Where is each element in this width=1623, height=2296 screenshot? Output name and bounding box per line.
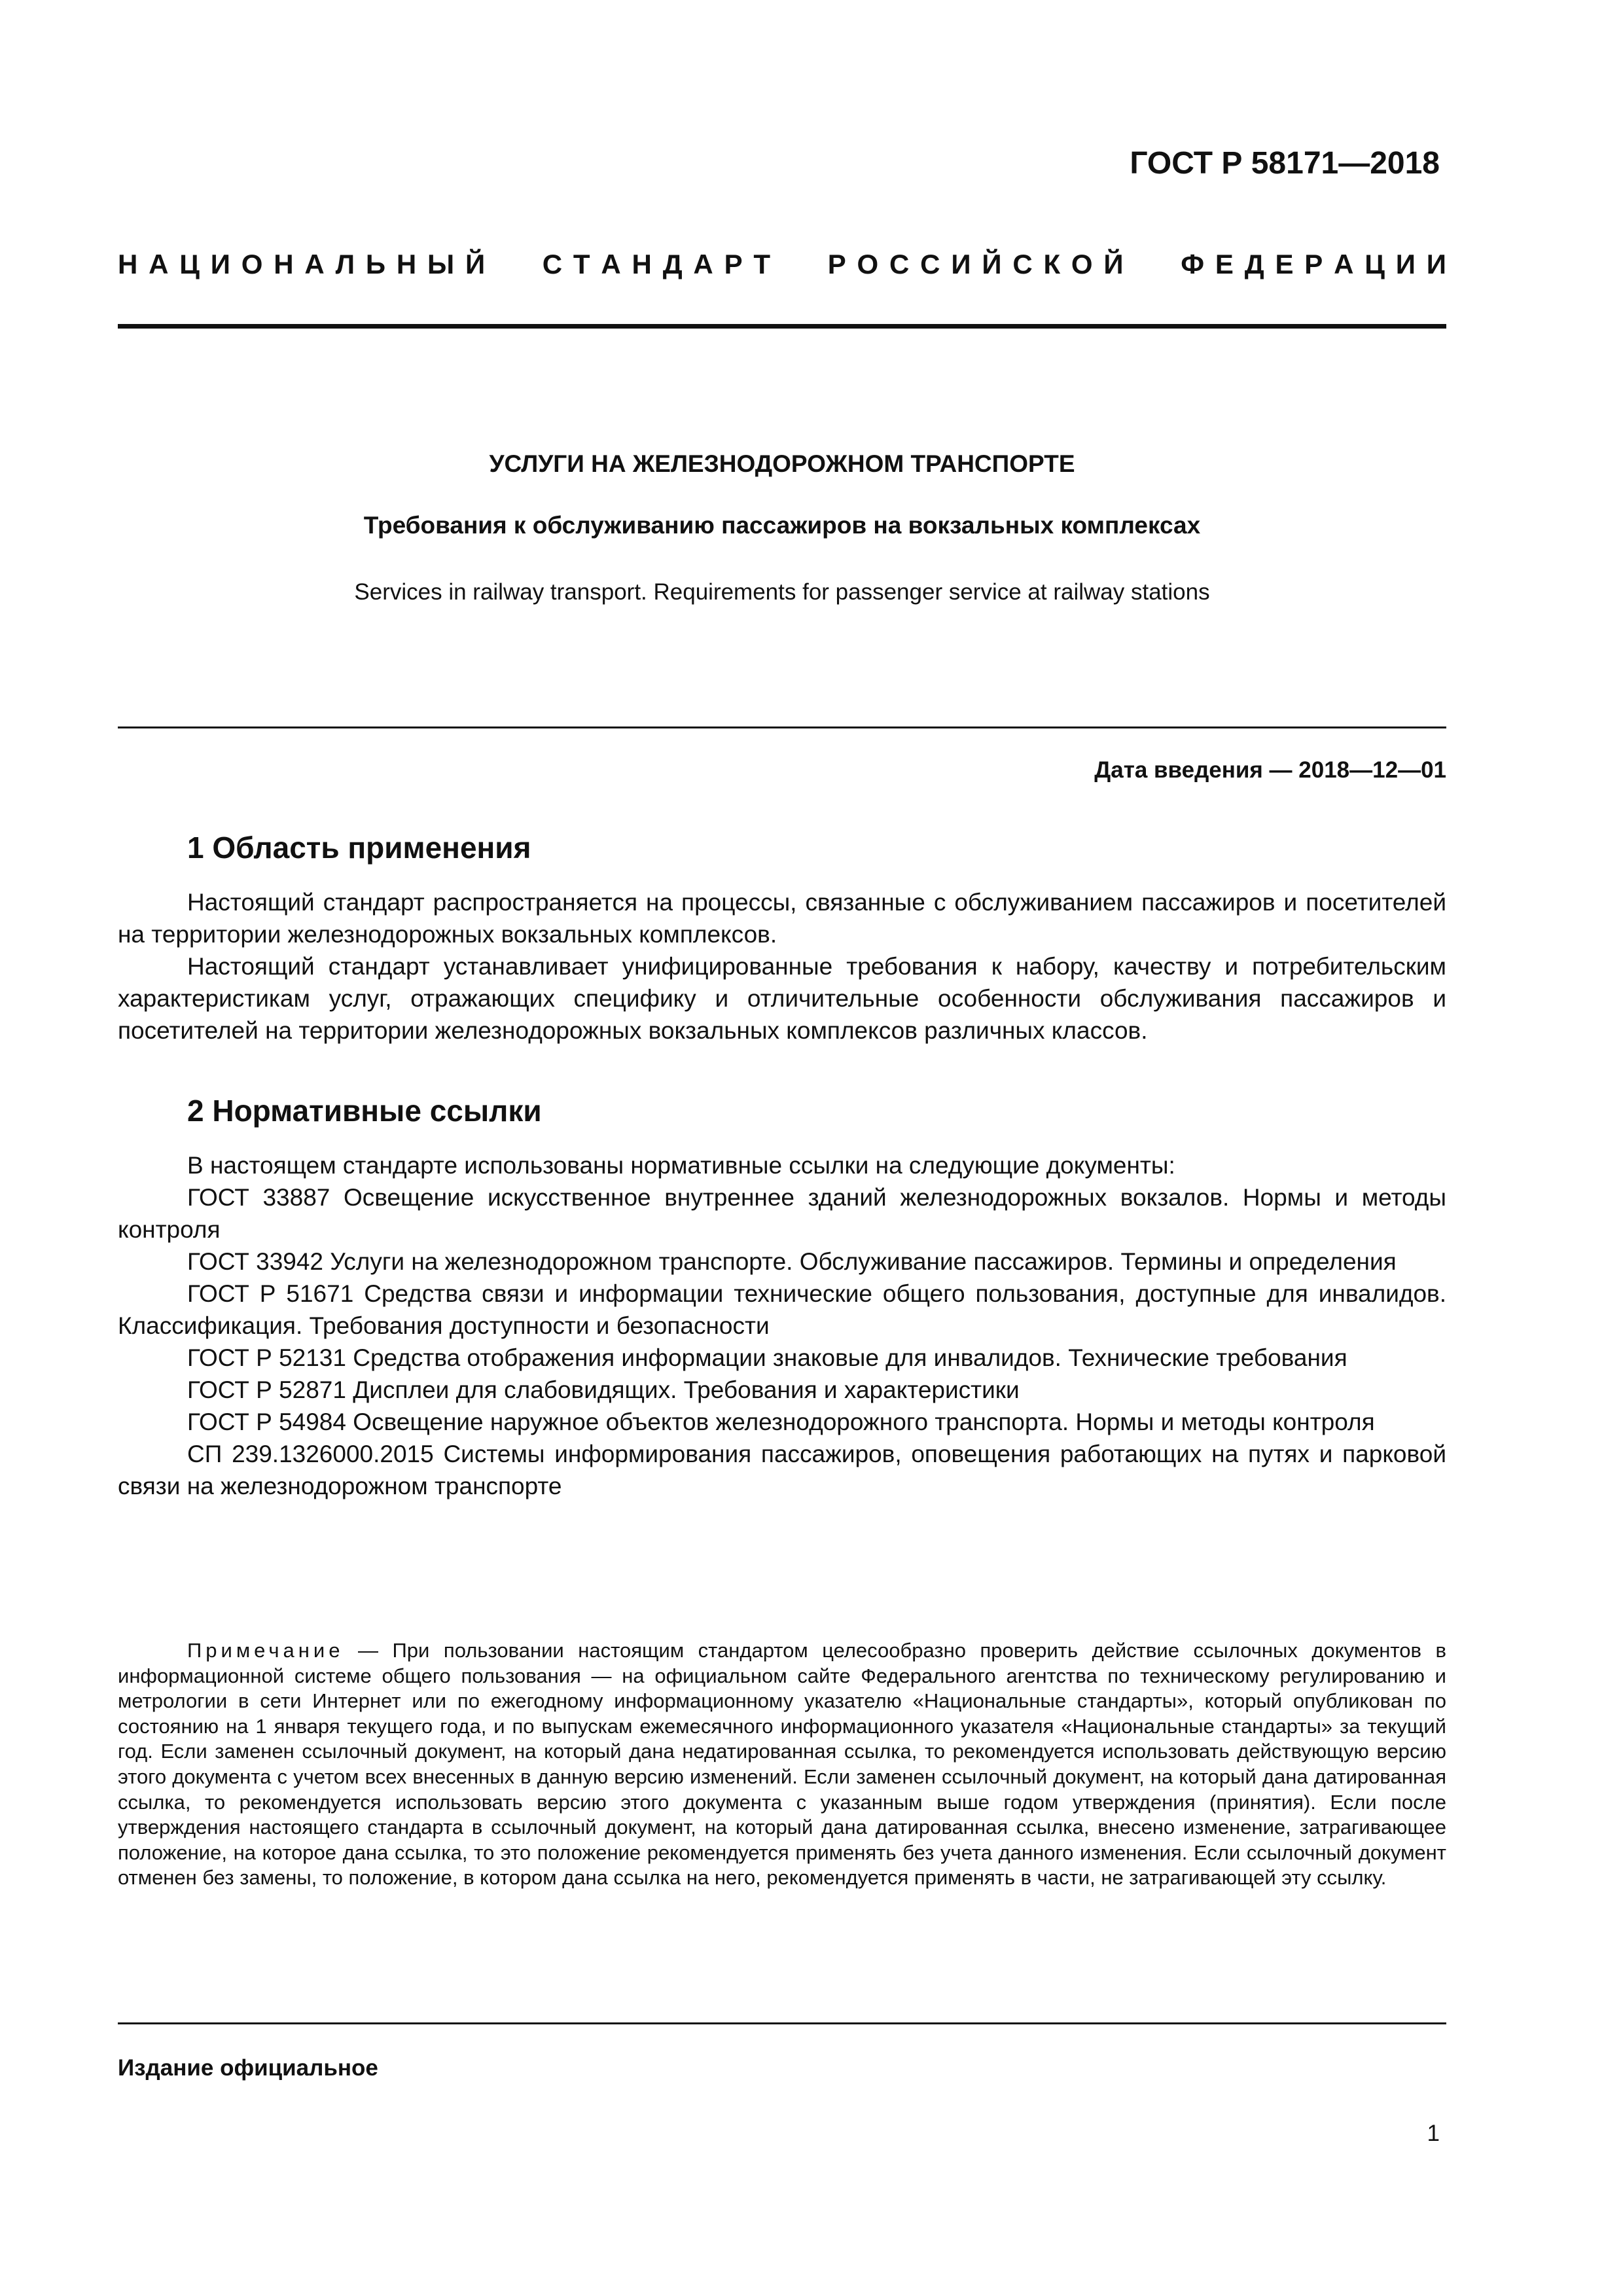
reference-item: ГОСТ Р 52131 Средства отображения информации знаковые для инвалидов. Технические требования [187, 1344, 1347, 1371]
reference-item: ГОСТ Р 52871 Дисплеи для слабовидящих. Требования и характеристики [187, 1376, 1020, 1403]
section-2-body [118, 1149, 1446, 1502]
national-word-4: Ф Е Д Е Р А Ц И И [1181, 249, 1446, 279]
section-1-heading: 1 Область применения [187, 831, 531, 865]
edition-label: Издание официальное [118, 2055, 378, 2081]
national-word-1: Н А Ц И О Н А Л Ь Н Ы Й [118, 249, 486, 279]
intro-date: Дата введения — 2018—12—01 [1094, 757, 1446, 783]
reference-item: ГОСТ Р 54984 Освещение наружное объектов железнодорожного транспорта. Нормы и методы контроля [187, 1408, 1375, 1435]
header-divider [118, 324, 1446, 329]
reference-item: ГОСТ Р 51671 Средства связи и информации технические общего пользования, доступные для инвалидов. Классификация. Требования доступности и безопасности [118, 1280, 1446, 1339]
national-word-2: С Т А Н Д А Р Т [542, 249, 771, 279]
section-2-heading: 2 Нормативные ссылки [187, 1094, 542, 1128]
national-word-3: Р О С С И Й С К О Й [827, 249, 1124, 279]
title-sub: Требования к обслуживанию пассажиров на вокзальных комплексах [363, 512, 1201, 539]
section-1-paragraph: Настоящий стандарт устанавливает унифицированные требования к набору, качеству и потребительским характеристикам услуг, отражающих специфику и отличительные особенности обслуживания пассажиров и посетителей на территории железнодорожных вокзальных комплексов различных классов. [118, 953, 1446, 1044]
page-number: 1 [1427, 2121, 1440, 2146]
title-english: Services in railway transport. Requirements for passenger service at railway stations [354, 579, 1210, 605]
footer-divider [118, 2022, 1446, 2024]
title-divider [118, 726, 1446, 728]
note-label: Примечание [187, 1639, 344, 1662]
section-1-body [118, 886, 1446, 1047]
note-block [118, 1638, 1446, 1891]
gost-code: ГОСТ Р 58171—2018 [1130, 146, 1440, 181]
section-2-paragraph: В настоящем стандарте использованы нормативные ссылки на следующие документы: [187, 1152, 1175, 1179]
reference-item: СП 239.1326000.2015 Системы информирования пассажиров, оповещения работающих на путях и парковой связи на железнодорожном транспорте [118, 1441, 1446, 1499]
reference-item: ГОСТ 33887 Освещение искусственное внутреннее зданий железнодорожных вокзалов. Нормы и методы контроля [118, 1184, 1446, 1243]
reference-item: ГОСТ 33942 Услуги на железнодорожном транспорте. Обслуживание пассажиров. Термины и определения [187, 1248, 1397, 1275]
title-main: УСЛУГИ НА ЖЕЛЕЗНОДОРОЖНОМ ТРАНСПОРТЕ [489, 450, 1075, 477]
national-standard-line [118, 249, 1446, 280]
section-1-paragraph: Настоящий стандарт распространяется на процессы, связанные с обслуживанием пассажиров и посетителей на территории железнодорожных вокзальных комплексов. [118, 889, 1446, 948]
note-text: — При пользовании настоящим стандартом целесообразно проверить действие ссылочных документов в информационной системе общего пользования — на официальном сайте Федерального агентства по техническому регулированию и метрологии в сети Интернет или по ежегодному информационному указателю «Национальные стандарты», который опубликован по состоянию на 1 января текущего года, и по выпускам ежемесячного информационного указателя «Национальные стандарты» за текущий год. Если заменен ссылочный документ, на который дана недатированная ссылка, то рекомендуется использовать действующую версию этого документа с учетом всех внесенных в данную версию изменений. Если заменен ссылочный документ, на который дана датированная ссылка, то рекомендуется использовать версию этого документа с указанным выше годом утверждения (принятия). Если после утверждения настоящего стандарта в ссылочный документ, на который дана датированная ссылка, внесено изменение, затрагивающее положение, на которое дана ссылка, то это положение рекомендуется применять без учета данного изменения. Если ссылочный документ отменен без замены, то положение, в котором дана ссылка на него, рекомендуется применять в части, не затрагивающей эту ссылку. [118, 1639, 1446, 1890]
note-paragraph [118, 1638, 1446, 1891]
